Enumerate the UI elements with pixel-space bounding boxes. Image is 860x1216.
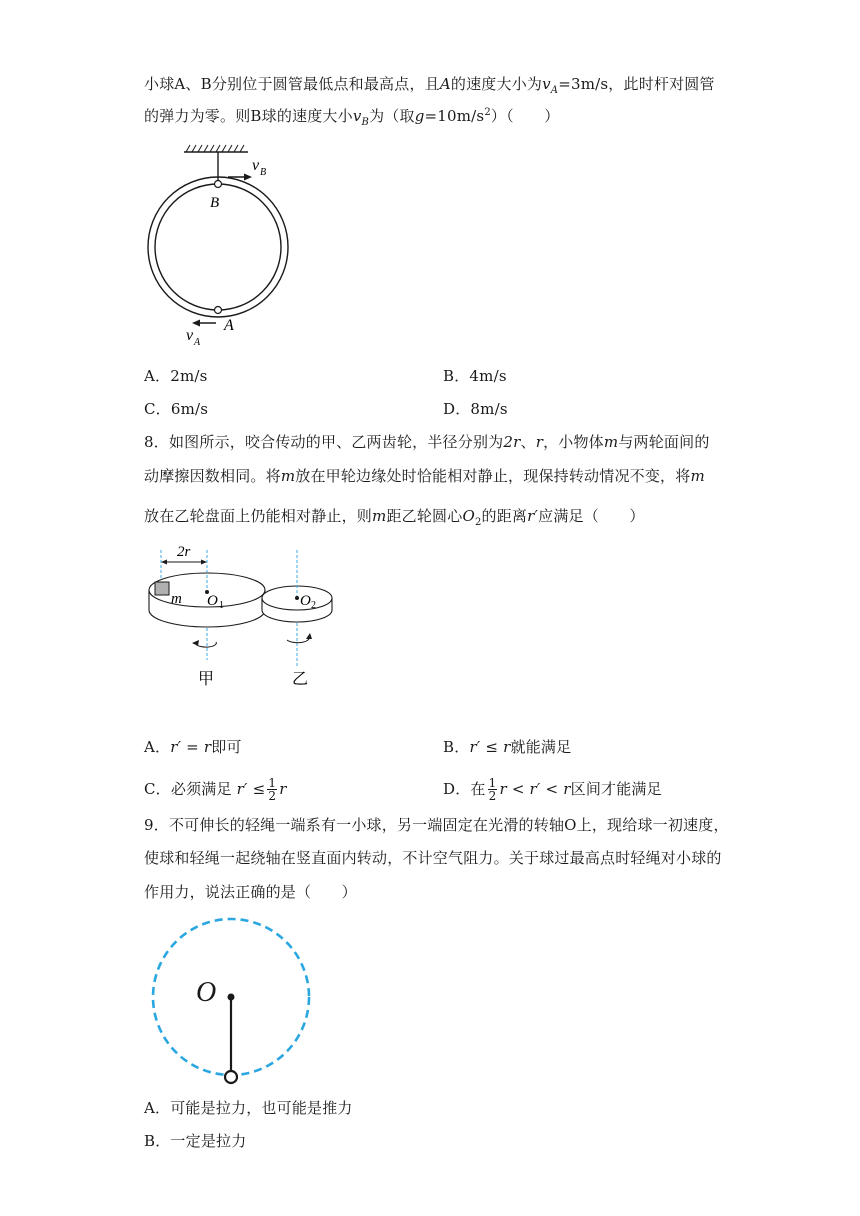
label-2r: 2r xyxy=(177,544,191,560)
label-vA: v xyxy=(186,327,194,344)
label-A: A xyxy=(224,317,234,334)
q8-option-c[interactable]: C．必须满足 r′ ≤ $\frac{1}{2}$ r xyxy=(144,775,287,803)
q9-circle-figure xyxy=(150,914,320,1089)
q8-line-3: 放在乙轮盘面上仍能相对静止，则m距乙轮圆心$O_2$的距离r′应满足（ ） xyxy=(144,507,645,528)
label-yi: 乙 xyxy=(292,669,309,688)
q9-option-b[interactable]: B．一定是拉力 xyxy=(144,1132,247,1150)
label-O: O xyxy=(196,977,217,1008)
q7-option-c[interactable]: C．6m/s xyxy=(144,400,209,418)
q9-line-3: 作用力，说法正确的是（ ） xyxy=(144,883,357,901)
q8-option-d[interactable]: D．在 $\frac{1}{2}$ r < r′ < r 区间才能满足 xyxy=(443,775,662,803)
label-O1-sub: 1 xyxy=(219,600,224,611)
label-O2-sub: 2 xyxy=(311,600,316,611)
label-O1: O xyxy=(207,593,218,609)
q8-option-a[interactable]: A．r′ = r即可 xyxy=(144,738,242,756)
label-vB-sub: B xyxy=(260,167,267,178)
q8-line-1: 8．如图所示，咬合传动的甲、乙两齿轮，半径分别为2r、r，小物体m与两轮面间的 xyxy=(144,433,710,451)
label-vA-sub: A xyxy=(194,337,201,348)
q9-line-1: 9．不可伸长的轻绳一端系有一小球，另一端固定在光滑的转轴O上，现给球一初速度， xyxy=(144,816,729,834)
q7-option-d[interactable]: D．8m/s xyxy=(443,400,508,418)
q7-line-1: 小球A、B分别位于圆管最低点和最高点，且A的速度大小为$v_A=3m/s$，此时杆对圆管 xyxy=(144,75,715,96)
q7-tube-figure xyxy=(140,140,300,350)
label-B: B xyxy=(210,195,220,211)
q7-option-a[interactable]: A．2m/s xyxy=(144,367,208,385)
q7-option-b[interactable]: B．4m/s xyxy=(443,367,507,385)
label-O2: O xyxy=(300,593,311,609)
q8-line-2: 动摩擦因数相同。将m放在甲轮边缘处时恰能相对静止，现保持转动情况不变，将m xyxy=(144,467,705,485)
q9-line-2: 使球和轻绳一起绕轴在竖直面内转动，不计空气阻力。关于球过最高点时轻绳对小球的 xyxy=(144,849,722,867)
q8-gears-figure xyxy=(144,540,374,690)
label-jia: 甲 xyxy=(198,669,215,688)
q9-option-a[interactable]: A．可能是拉力，也可能是推力 xyxy=(144,1099,353,1117)
label-m: m xyxy=(171,591,182,607)
q8-option-b[interactable]: B．r′ ≤ r就能满足 xyxy=(443,738,572,756)
label-vB: v xyxy=(252,157,260,174)
q7-line-2: 的弹力为零。则B球的速度大小$v_B$为（取$g=10m/s^2$）（ ） xyxy=(144,107,560,128)
